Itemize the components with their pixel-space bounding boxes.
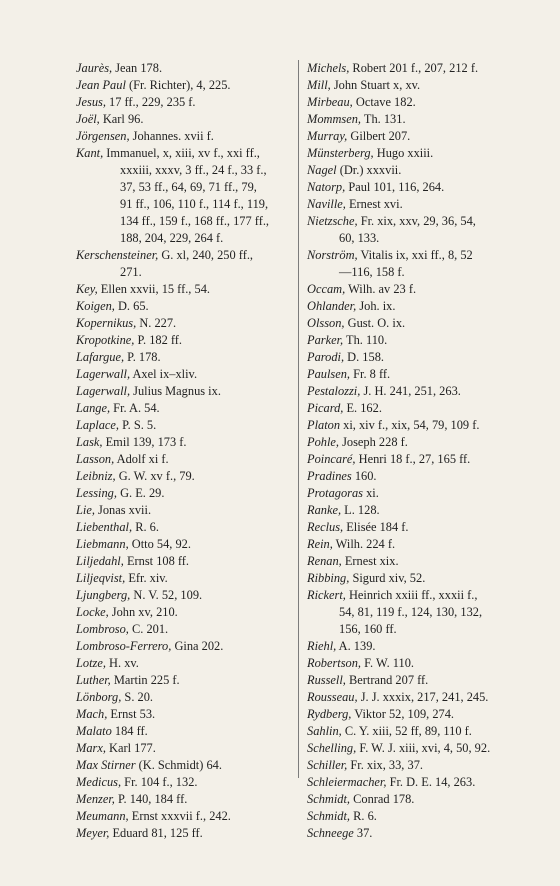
index-entry <box>307 60 527 77</box>
entry-references: P. 178. <box>124 350 161 364</box>
index-entry <box>76 689 290 706</box>
index-entry <box>307 451 527 468</box>
index-entry <box>76 519 290 536</box>
index-entry <box>307 740 527 757</box>
entry-references: Eduard 81, 125 ff. <box>109 826 203 840</box>
entry-references: xi, xiv f., xix, 54, 79, 109 f. <box>340 418 480 432</box>
entry-name: Norström, <box>307 248 358 262</box>
entry-name: Rein, <box>307 537 333 551</box>
entry-references: D. 65. <box>114 299 149 313</box>
entry-name: Lombroso, <box>76 622 129 636</box>
entry-references: xxxiii, xxxv, 3 ff., 24 f., 33 f., <box>120 163 267 177</box>
entry-name: Lombroso-Ferrero, <box>76 639 172 653</box>
index-entry <box>76 298 290 315</box>
entry-name: Schleiermacher, <box>307 775 387 789</box>
index-column-right <box>307 60 527 842</box>
index-entry <box>307 162 527 179</box>
index-entry <box>76 366 290 383</box>
index-entry-continuation <box>76 213 290 230</box>
entry-references: Immanuel, x, xiii, xv f., xxi ff., <box>103 146 260 160</box>
index-entry <box>76 485 290 502</box>
entry-references: 271. <box>120 265 142 279</box>
entry-name: Menzer, <box>76 792 115 806</box>
index-entry <box>307 196 527 213</box>
entry-name: Naville, <box>307 197 346 211</box>
entry-references: —116, 158 f. <box>339 265 405 279</box>
entry-references: Th. 110. <box>343 333 388 347</box>
index-entry <box>307 213 527 230</box>
index-entry <box>307 757 527 774</box>
entry-name: Lafargue, <box>76 350 125 364</box>
entry-references: Wilh. 224 f. <box>332 537 396 551</box>
entry-references: (Dr.) xxxvii. <box>336 163 402 177</box>
entry-name: Joël, <box>76 112 100 126</box>
entry-references: 156, 160 ff. <box>339 622 397 636</box>
index-entry <box>307 383 527 400</box>
entry-references: Robert 201 f., 207, 212 f. <box>349 61 479 75</box>
entry-name: Mirbeau, <box>307 95 353 109</box>
entry-name: Lotze, <box>76 656 106 670</box>
entry-name: Liljeqvist, <box>76 571 126 585</box>
index-entry <box>76 60 290 77</box>
index-entry <box>307 94 527 111</box>
index-entry <box>76 638 290 655</box>
index-entry <box>307 519 527 536</box>
entry-name: Nietzsche, <box>307 214 358 228</box>
entry-references: 37. <box>353 826 373 840</box>
entry-references: Gina 202. <box>171 639 224 653</box>
entry-name: Sahlin, <box>307 724 342 738</box>
entry-name: Russell, <box>307 673 346 687</box>
index-entry <box>76 400 290 417</box>
entry-name: Münsterberg, <box>307 146 374 160</box>
entry-name: Rydberg, <box>307 707 352 721</box>
entry-references: Jonas xvii. <box>94 503 152 517</box>
entry-references: John xv, 210. <box>108 605 178 619</box>
entry-references: Sigurd xiv, 52. <box>349 571 426 585</box>
entry-references: Conrad 178. <box>350 792 415 806</box>
entry-name: Ohlander, <box>307 299 357 313</box>
entry-references: Johannes. xvii f. <box>129 129 214 143</box>
entry-references: E. 162. <box>343 401 382 415</box>
entry-name: Picard, <box>307 401 344 415</box>
entry-name: Olsson, <box>307 316 345 330</box>
entry-name: Mill, <box>307 78 331 92</box>
index-entry <box>76 553 290 570</box>
index-entry <box>307 706 527 723</box>
index-entry <box>76 655 290 672</box>
index-entry <box>307 111 527 128</box>
entry-name: Mommsen, <box>307 112 362 126</box>
index-entry <box>307 145 527 162</box>
entry-references: Fr. xix, 33, 37. <box>347 758 423 772</box>
entry-name: Lange, <box>76 401 111 415</box>
index-entry <box>307 638 527 655</box>
entry-name: Platon <box>307 418 341 432</box>
entry-references: Julius Magnus ix. <box>130 384 221 398</box>
entry-name: Laplace, <box>76 418 120 432</box>
entry-name: Kropotkine, <box>76 333 135 347</box>
entry-references: Wilh. av 23 f. <box>345 282 417 296</box>
index-entry <box>76 774 290 791</box>
entry-name: Michels, <box>307 61 350 75</box>
entry-name: Protagoras <box>307 486 363 500</box>
index-entry <box>307 825 527 842</box>
entry-name: Pradines <box>307 469 352 483</box>
entry-name: Marx, <box>76 741 106 755</box>
entry-references: (K. Schmidt) 64. <box>135 758 222 772</box>
entry-name: Paulsen, <box>307 367 351 381</box>
entry-name: Lasson, <box>76 452 115 466</box>
entry-references: G. W. xv f., 79. <box>115 469 195 483</box>
index-entry <box>307 485 527 502</box>
index-entry-continuation <box>76 264 290 281</box>
entry-name: Jaurès, <box>76 61 113 75</box>
entry-name: Schmidt, <box>307 809 351 823</box>
entry-name: Meyer, <box>76 826 110 840</box>
index-entry <box>307 502 527 519</box>
index-entry <box>76 349 290 366</box>
index-entry <box>76 247 290 264</box>
entry-references: John Stuart x, xv. <box>330 78 421 92</box>
index-entry <box>307 366 527 383</box>
entry-name: Liljedahl, <box>76 554 124 568</box>
index-entry <box>76 570 290 587</box>
entry-references: Fr. xix, xxv, 29, 36, 54, <box>357 214 476 228</box>
index-entry <box>76 77 290 94</box>
entry-references: Axel ix–xliv. <box>130 367 198 381</box>
index-column-left <box>76 60 290 842</box>
entry-references: 37, 53 ff., 64, 69, 71 ff., 79, <box>120 180 257 194</box>
index-entry <box>76 825 290 842</box>
entry-name: Meumann, <box>76 809 129 823</box>
entry-references: Viktor 52, 109, 274. <box>351 707 455 721</box>
index-entry-continuation <box>76 196 290 213</box>
entry-name: Mach, <box>76 707 108 721</box>
entry-references: Vitalis ix, xxi ff., 8, 52 <box>357 248 473 262</box>
index-entry <box>76 383 290 400</box>
entry-references: 91 ff., 106, 110 f., 114 f., 119, <box>120 197 269 211</box>
entry-references: C. Y. xiii, 52 ff, 89, 110 f. <box>341 724 472 738</box>
index-entry-continuation <box>76 162 290 179</box>
entry-references: Th. 131. <box>361 112 406 126</box>
entry-name: Koigen, <box>76 299 115 313</box>
index-entry <box>76 128 290 145</box>
entry-name: Kant, <box>76 146 104 160</box>
entry-references: J. J. xxxix, 217, 241, 245. <box>357 690 489 704</box>
index-entry <box>307 655 527 672</box>
index-entry <box>307 77 527 94</box>
entry-references: Karl 96. <box>99 112 144 126</box>
index-entry <box>76 757 290 774</box>
index-entry <box>307 434 527 451</box>
index-entry <box>76 332 290 349</box>
index-entry <box>76 723 290 740</box>
entry-name: Rousseau, <box>307 690 358 704</box>
entry-references: L. 128. <box>341 503 380 517</box>
entry-references: P. 182 ff. <box>134 333 183 347</box>
entry-references: F. W. 110. <box>361 656 414 670</box>
entry-references: 17 ff., 229, 235 f. <box>105 95 196 109</box>
entry-references: Otto 54, 92. <box>128 537 191 551</box>
entry-references: 188, 204, 229, 264 f. <box>120 231 224 245</box>
index-entry <box>307 808 527 825</box>
entry-references: Henri 18 f., 27, 165 ff. <box>355 452 471 466</box>
entry-references: Paul 101, 116, 264. <box>345 180 445 194</box>
entry-references: 60, 133. <box>339 231 380 245</box>
entry-references: xi. <box>363 486 379 500</box>
column-divider <box>298 60 299 778</box>
index-entry <box>307 553 527 570</box>
entry-references: P. S. 5. <box>119 418 157 432</box>
entry-references: Ernst 108 ff. <box>123 554 190 568</box>
entry-references: Gust. O. ix. <box>344 316 406 330</box>
entry-name: Leibniz, <box>76 469 116 483</box>
entry-references: Fr. D. E. 14, 263. <box>386 775 476 789</box>
index-entry <box>76 587 290 604</box>
entry-references: G. E. 29. <box>116 486 165 500</box>
entry-name: Poincaré, <box>307 452 356 466</box>
entry-references: Heinrich xxiii ff., xxxii f., <box>345 588 478 602</box>
index-entry <box>76 111 290 128</box>
entry-references: G. xl, 240, 250 ff., <box>158 248 254 262</box>
entry-name: Schiller, <box>307 758 348 772</box>
index-entry <box>76 315 290 332</box>
entry-references: Adolf xi f. <box>114 452 169 466</box>
index-entry <box>76 672 290 689</box>
index-entry <box>76 604 290 621</box>
index-entry <box>307 723 527 740</box>
index-entry-continuation <box>307 621 527 638</box>
entry-references: Ernest xvi. <box>345 197 403 211</box>
entry-references: 160. <box>351 469 377 483</box>
entry-references: Emil 139, 173 f. <box>102 435 187 449</box>
index-entry-continuation <box>307 604 527 621</box>
entry-references: H. xv. <box>105 656 139 670</box>
entry-references: R. 6. <box>132 520 159 534</box>
index-entry <box>307 587 527 604</box>
entry-name: Liebmann, <box>76 537 129 551</box>
index-entry <box>76 94 290 111</box>
index-entry <box>76 434 290 451</box>
entry-name: Kerschensteiner, <box>76 248 159 262</box>
entry-name: Jesus, <box>76 95 106 109</box>
entry-name: Murray, <box>307 129 348 143</box>
index-entry <box>76 468 290 485</box>
index-entry <box>307 536 527 553</box>
entry-references: D. 158. <box>344 350 384 364</box>
entry-references: Fr. 8 ff. <box>350 367 391 381</box>
entry-name: Max Stirner <box>76 758 136 772</box>
entry-name: Lagerwall, <box>76 384 131 398</box>
entry-references: Ernst xxxvii f., 242. <box>128 809 231 823</box>
entry-name: Schelling, <box>307 741 357 755</box>
index-entry <box>307 179 527 196</box>
entry-name: Parker, <box>307 333 344 347</box>
index-entry <box>307 128 527 145</box>
index-entry <box>307 570 527 587</box>
entry-references: Fr. A. 54. <box>110 401 160 415</box>
entry-name: Schmidt, <box>307 792 351 806</box>
entry-name: Pestalozzi, <box>307 384 361 398</box>
index-entry <box>76 791 290 808</box>
entry-name: Ljungberg, <box>76 588 131 602</box>
entry-references: Octave 182. <box>352 95 416 109</box>
entry-references: Ernest xix. <box>341 554 399 568</box>
entry-references: Joh. ix. <box>356 299 396 313</box>
entry-references: A. 139. <box>336 639 376 653</box>
index-entry-continuation <box>307 230 527 247</box>
index-entry <box>307 247 527 264</box>
entry-references: J. H. 241, 251, 263. <box>360 384 461 398</box>
entry-name: Pohle, <box>307 435 339 449</box>
entry-name: Lagerwall, <box>76 367 131 381</box>
index-entry <box>307 298 527 315</box>
entry-references: 184 ff. <box>111 724 148 738</box>
entry-name: Lie, <box>76 503 95 517</box>
index-entry <box>307 281 527 298</box>
index-entry <box>307 468 527 485</box>
index-entry <box>76 536 290 553</box>
entry-references: Gilbert 207. <box>347 129 411 143</box>
index-entry <box>307 349 527 366</box>
entry-name: Ribbing, <box>307 571 350 585</box>
index-entry <box>76 451 290 468</box>
entry-references: Ernst 53. <box>107 707 156 721</box>
index-entry-continuation <box>307 264 527 281</box>
entry-references: Hugo xxiii. <box>373 146 434 160</box>
index-entry <box>76 502 290 519</box>
entry-name: Luther, <box>76 673 111 687</box>
entry-references: R. 6. <box>350 809 377 823</box>
entry-references: Joseph 228 f. <box>339 435 408 449</box>
entry-references: F. W. J. xiii, xvi, 4, 50, 92. <box>356 741 491 755</box>
entry-references: Bertrand 207 ff. <box>345 673 429 687</box>
entry-references: S. 20. <box>121 690 154 704</box>
entry-references: P. 140, 184 ff. <box>114 792 188 806</box>
index-entry-continuation <box>76 179 290 196</box>
entry-name: Medicus, <box>76 775 122 789</box>
index-entry-continuation <box>76 230 290 247</box>
index-entry <box>307 774 527 791</box>
index-entry <box>76 145 290 162</box>
entry-references: Ellen xxvii, 15 ff., 54. <box>97 282 210 296</box>
entry-references: N. 227. <box>136 316 177 330</box>
index-entry <box>76 740 290 757</box>
entry-name: Jean Paul <box>76 78 126 92</box>
entry-name: Riehl, <box>307 639 337 653</box>
index-entry <box>307 417 527 434</box>
entry-name: Key, <box>76 282 98 296</box>
index-entry <box>76 621 290 638</box>
entry-references: Jean 178. <box>112 61 163 75</box>
index-entry <box>76 281 290 298</box>
entry-name: Lönborg, <box>76 690 122 704</box>
entry-references: Karl 177. <box>105 741 156 755</box>
index-entry <box>307 672 527 689</box>
index-entry <box>307 400 527 417</box>
entry-name: Kopernikus, <box>76 316 137 330</box>
entry-references: Fr. 104 f., 132. <box>121 775 198 789</box>
entry-references: 54, 81, 119 f., 124, 130, 132, <box>339 605 483 619</box>
entry-name: Nagel <box>307 163 337 177</box>
entry-name: Robertson, <box>307 656 362 670</box>
entry-references: Martin 225 f. <box>110 673 180 687</box>
entry-name: Jörgensen, <box>76 129 130 143</box>
entry-name: Malato <box>76 724 112 738</box>
index-entry <box>307 791 527 808</box>
entry-name: Schneege <box>307 826 354 840</box>
index-entry <box>76 417 290 434</box>
entry-references: 134 ff., 159 f., 168 ff., 177 ff., <box>120 214 270 228</box>
entry-name: Liebenthal, <box>76 520 133 534</box>
entry-references: (Fr. Richter), 4, 225. <box>125 78 231 92</box>
entry-references: N. V. 52, 109. <box>130 588 203 602</box>
entry-name: Natorp, <box>307 180 346 194</box>
index-entry <box>307 689 527 706</box>
index-entry <box>76 706 290 723</box>
entry-name: Reclus, <box>307 520 344 534</box>
entry-references: C. 201. <box>128 622 169 636</box>
index-entry <box>307 315 527 332</box>
entry-name: Lask, <box>76 435 103 449</box>
entry-name: Ranke, <box>307 503 342 517</box>
entry-name: Locke, <box>76 605 109 619</box>
entry-name: Renan, <box>307 554 342 568</box>
entry-references: Efr. xiv. <box>125 571 168 585</box>
entry-name: Occam, <box>307 282 346 296</box>
index-entry <box>76 808 290 825</box>
entry-name: Parodi, <box>307 350 345 364</box>
entry-references: Elisée 184 f. <box>343 520 409 534</box>
entry-name: Lessing, <box>76 486 117 500</box>
entry-name: Rickert, <box>307 588 346 602</box>
index-entry <box>307 332 527 349</box>
